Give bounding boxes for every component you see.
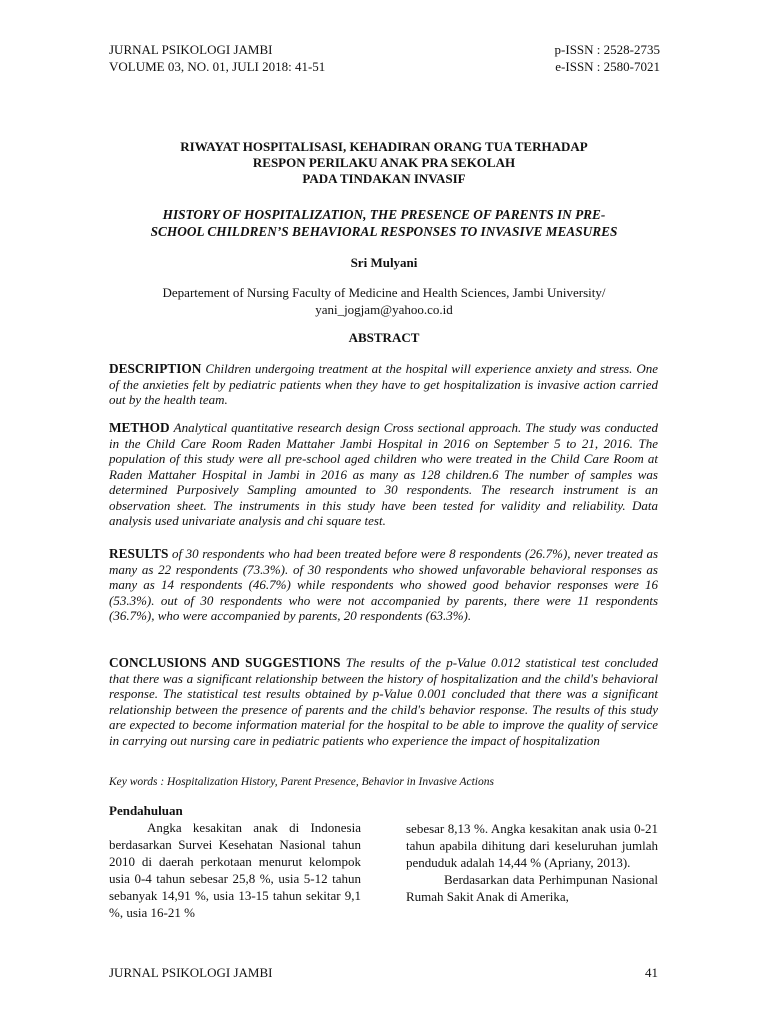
section-title: Pendahuluan bbox=[109, 803, 183, 818]
affiliation bbox=[90, 284, 678, 318]
body-column-right bbox=[406, 820, 658, 905]
title-id-line: RESPON PERILAKU ANAK PRA SEKOLAH bbox=[252, 155, 516, 170]
title-en-line: HISTORY OF HOSPITALIZATION, THE PRESENCE OF PARENTS IN PRE- bbox=[162, 207, 606, 222]
footer-journal: JURNAL PSIKOLOGI JAMBI bbox=[109, 965, 273, 980]
title-indonesian bbox=[90, 139, 678, 187]
title-id-line: RIWAYAT HOSPITALISASI, KEHADIRAN ORANG TUA TERHADAP bbox=[180, 139, 588, 154]
conclusions-label: CONCLUSIONS AND SUGGESTIONS bbox=[109, 655, 341, 670]
running-header-right bbox=[555, 41, 660, 75]
title-en-line: SCHOOL CHILDREN’S BEHAVIORAL RESPONSES TO INVASIVE MEASURES bbox=[150, 224, 618, 239]
title-id-line: PADA TINDAKAN INVASIF bbox=[302, 171, 466, 186]
journal-name: JURNAL PSIKOLOGI JAMBI bbox=[109, 42, 273, 57]
results-label: RESULTS bbox=[109, 546, 169, 561]
affiliation-line: Departement of Nursing Faculty of Medicine and Health Sciences, Jambi University/ bbox=[162, 285, 606, 300]
method-label: METHOD bbox=[109, 420, 170, 435]
description-text: Children undergoing treatment at the hospital will experience anxiety and stress. One of the anxieties felt by pediatric patients when they have to get hospitalization is invasive action carried out by the health team. bbox=[109, 361, 658, 407]
e-issn: e-ISSN : 2580-7021 bbox=[555, 59, 660, 74]
abstract-method bbox=[109, 420, 658, 529]
p-issn: p-ISSN : 2528-2735 bbox=[554, 42, 660, 57]
keywords: Key words : Hospitalization History, Parent Presence, Behavior in Invasive Actions bbox=[109, 776, 494, 788]
body-paragraph: sebesar 8,13 %. Angka kesakitan anak usia 0-21 tahun apabila dihitung dari keseluruhan jumlah penduduk adalah 14,44 % (Apriany, 2013). bbox=[406, 821, 658, 870]
description-label: DESCRIPTION bbox=[109, 361, 202, 376]
abstract-results bbox=[109, 546, 658, 624]
body-paragraph: Angka kesakitan anak di Indonesia berdasarkan Survei Kesehatan Nasional tahun 2010 di daerah perkotaan menurut kelompok usia 0-4 tahun sebesar 25,8 %, usia 5-12 tahun sebanyak 14,91 %, usia 13-15 tahun sekitar 9,1 %, usia 16-21 % bbox=[109, 820, 361, 920]
abstract-description bbox=[109, 361, 658, 408]
author-email: yani_jogjam@yahoo.co.id bbox=[315, 302, 453, 317]
results-text: of 30 respondents who had been treated before were 8 respondents (26.7%), never treated as many as 22 respondents (73.3%). of 30 respondents who showed unfavorable behavioral responses as many as 14 respondents (46.7%) while respondents who showed good behavior responses were 16 (53.3%). out of 30 respondents who were not accompanied by parents, there were 11 respondents (36.7%), who were accompanied by parents, 20 respondents (63.3%). bbox=[109, 546, 659, 623]
page-number: 41 bbox=[645, 965, 658, 980]
volume-info: VOLUME 03, NO. 01, JULI 2018: 41-51 bbox=[109, 59, 326, 74]
abstract-conclusions bbox=[109, 655, 658, 748]
running-header-left bbox=[109, 41, 325, 75]
title-english bbox=[90, 206, 678, 240]
conclusions-text: The results of the p-Value 0.012 statistical test concluded that there was a significant relationship between the history of hospitalization and the child's behavioral response. The statistical test results obtained by p-Value 0.001 concluded that there was a significant relationship between the presence of parents and the child's behavior response. The results of this study are expected to become information material for the hospital to be able to improve the quality of service in carrying out nursing care in pediatric patients who experience the impact of hospitalization bbox=[109, 655, 658, 748]
method-text: Analytical quantitative research design Cross sectional approach. The study was conducted in the Child Care Room Raden Mattaher Jambi Hospital in 2016 on September 5 to 21, 2016. The population of this study were all pre-school aged children who were treated in the Child Care Room at Raden Mattaher Hospital in Jambi in 2016 as many as 128 children.6 The number of samples was determined Purposively Sampling amounted to 30 respondents. The research instrument is an observation sheet. The instruments in this study have been tested for validity and reliability. Data analysis used univariate analysis and chi square test. bbox=[109, 420, 659, 528]
body-column-left bbox=[109, 802, 361, 921]
author-name: Sri Mulyani bbox=[350, 255, 418, 270]
abstract-heading: ABSTRACT bbox=[348, 330, 420, 345]
body-paragraph: Berdasarkan data Perhimpunan Nasional Rumah Sakit Anak di Amerika, bbox=[406, 872, 658, 904]
